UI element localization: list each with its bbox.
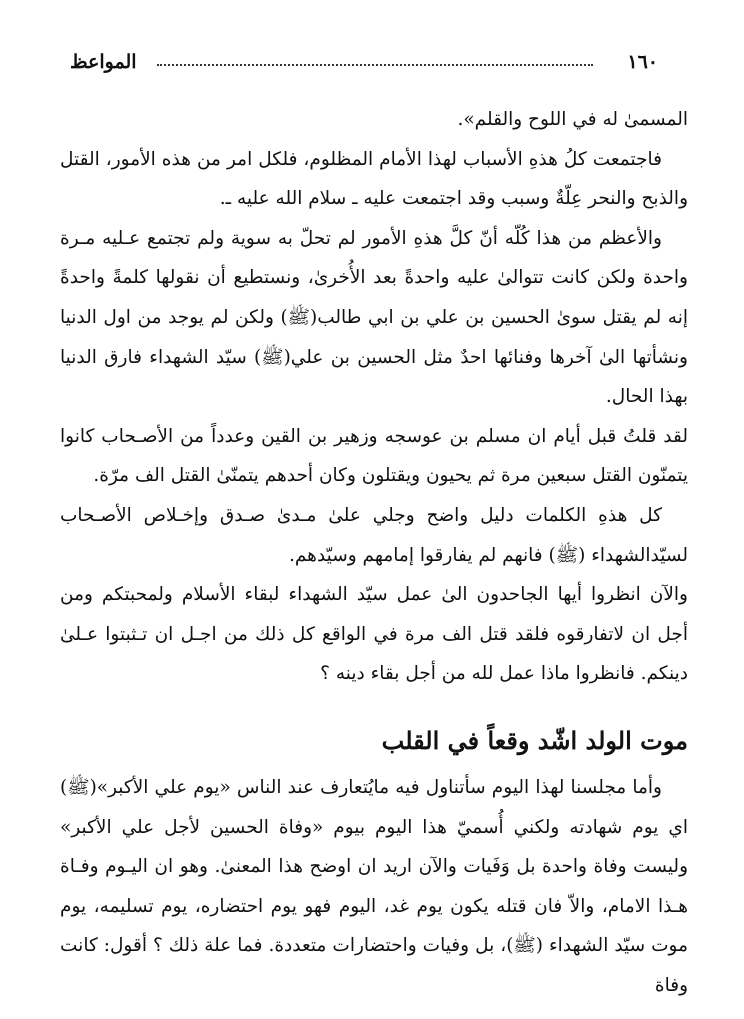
dotted-leader bbox=[157, 64, 594, 66]
section-heading: موت الولد اشّد وقعاً في القلب bbox=[381, 725, 688, 755]
chapter-title: المواعظ bbox=[70, 51, 137, 73]
page-body bbox=[60, 100, 688, 1005]
page-header bbox=[70, 44, 658, 80]
paragraph: والآن انظروا أيها الجاحدون الىٰ عمل سيّد الشهداء لبقاء الأسلام ولمحبتكم ومن أجل ان لاتفارقوه فلقد قتل الف مرة في الواقع كل ذلك من اجـل ان تـثبتوا عـلىٰ دينكم. فانظروا ماذا عمل لله من أجل بقاء دينه ؟ bbox=[60, 584, 688, 685]
paragraph: والأعظم من هذا كُلّه أنّ كلَّ هذهِ الأمور لم تحلّ به سوية ولم تجتمع عـليه مـرة واحدة ولكن كانت تتوالىٰ عليه واحدةً بعد الأُخرىٰ، ونستطيع أن نقولها كلمةً واحدةً إنه لم يقتل سوىٰ الحسين بن علي بن ابي طالب(ﷺ) ولكن لم يوجد من اول الدنيا ونشأتها الىٰ آخرها وفنائها احدٌ مثل الحسين بن علي(ﷺ) سيّد الشهداء فارق الدنيا بهذا الحال. bbox=[60, 227, 688, 408]
paragraph: وأما مجلسنا لهذا اليوم سأتناول فيه مايُتعارف عند الناس «يوم علي الأكبر»(ﷺ) اي يوم شهادته ولكني أُسميّ هذا اليوم بيوم «وفاة الحسين لأجل علي الأكبر» وليست وفاة واحدة بل وَفَيات والآن اريد ان اوضح هذا المعنىٰ. وهو ان اليـوم وفـاة هـذا الامام، والاّ فان قتله يكون يوم غد، اليوم فهو يوم احتضاره، يوم تسليمه، يوم موت سيّد الشهداء (ﷺ)، بل وفيات واحتضارات متعددة. فما علة ذلك ؟ أقول: كانت وفاة bbox=[60, 776, 688, 996]
paragraph: لقد قلتُ قبل أيام ان مسلم بن عوسجه وزهير بن القين وعدداً من الأصـحاب كانوا يتمنّون القتل سبعين مرة ثم يحيون ويقتلون وكان أحدهم يتمنّىٰ القتل الف مرّة. bbox=[60, 425, 688, 487]
paragraph: كل هذهِ الكلمات دليل واضح وجلي علىٰ مـدىٰ صـدق وإخـلاص الأصـحاب لسيّدالشهداء (ﷺ) فانهم لم يفارقوا إمامهم وسيّدهم. bbox=[60, 504, 688, 566]
page-number: ١٦٠ bbox=[627, 51, 658, 73]
paragraph: المسمىٰ له في اللوح والقلم». bbox=[457, 109, 688, 130]
paragraph: فاجتمعت كلُ هذهِ الأسباب لهذا الأمام المظلوم، فلكل امر من هذه الأمور، القتل والذبح والنحر عِلّةٌ وسبب وقد اجتمعت عليه ـ سلام الله عليه ـ. bbox=[60, 148, 688, 210]
